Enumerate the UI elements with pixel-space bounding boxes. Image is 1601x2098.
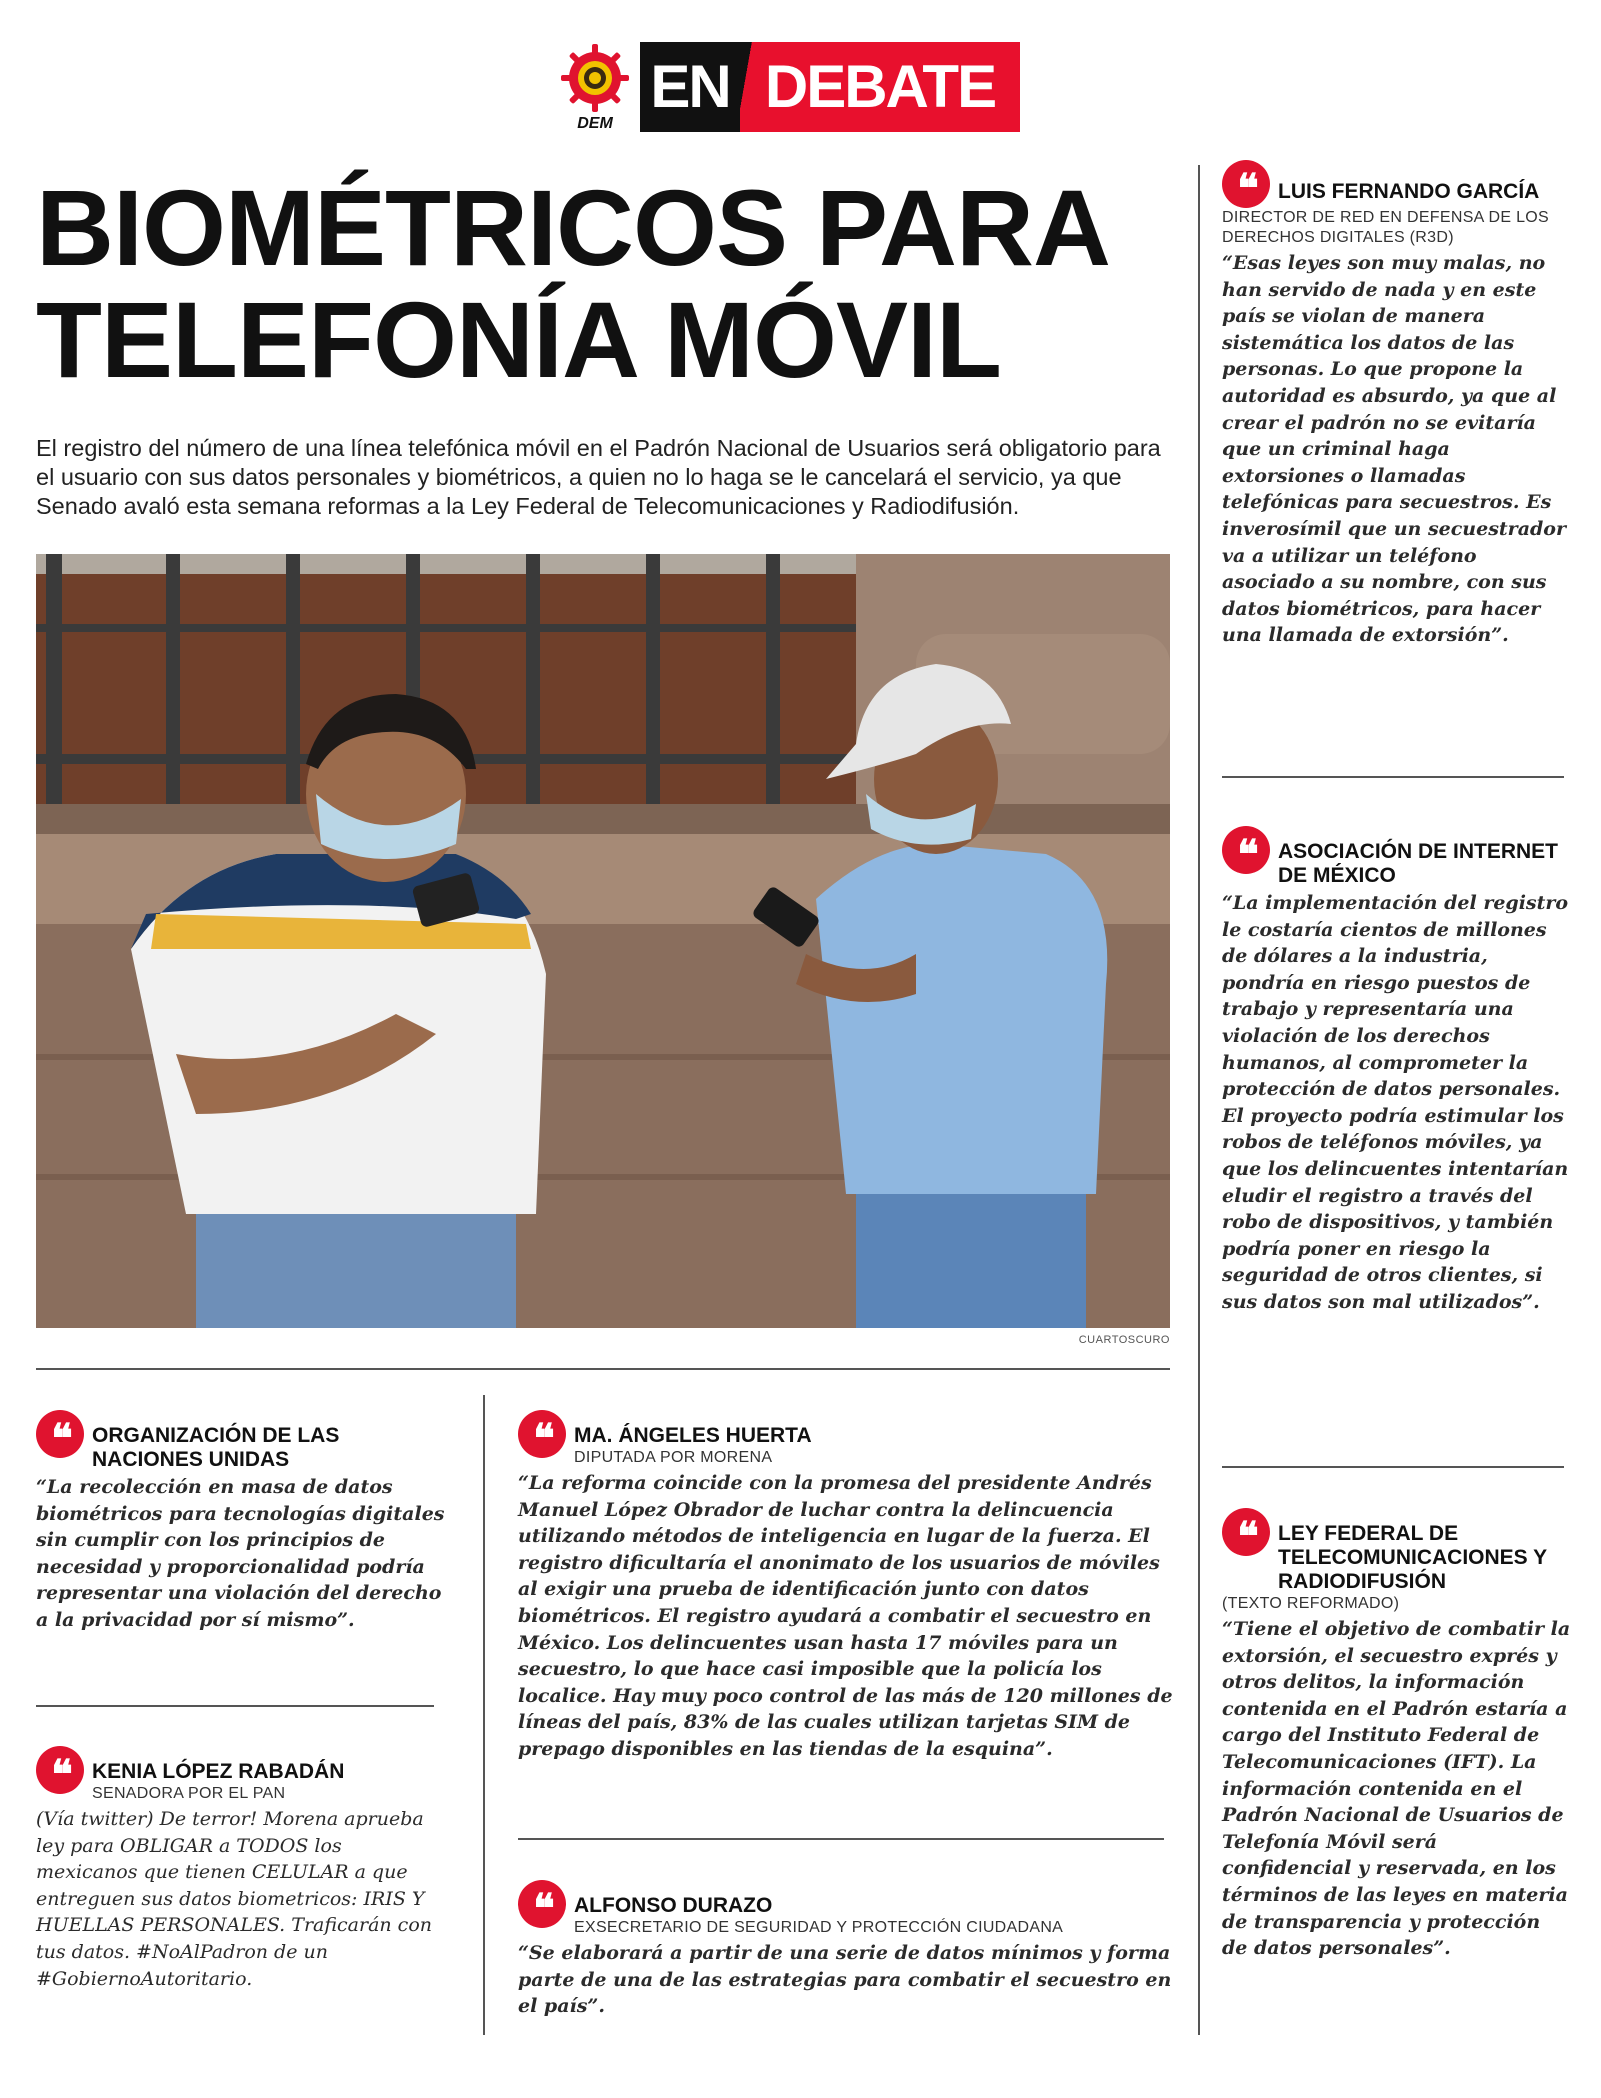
headline-line-1: BIOMÉTRICOS PARA bbox=[36, 167, 1111, 288]
quote-text: “Tiene el objetivo de combatir la extorsión, el secuestro exprés y otros delitos, la información contenida en el Padrón estaría a cargo del Instituto Federal de Telecomunicaciones (IFT). La información contenida en el Padrón Nacional de Usuarios de Telefonía Móvil será confidencial y reservada, en los términos de las leyes en materia de transparencia y protección de datos personales”. bbox=[1222, 1618, 1571, 1960]
quote-durazo bbox=[518, 1880, 1178, 2020]
banner-debate: DEBATE bbox=[740, 42, 1020, 132]
quote-author-role: (TEXTO REFORMADO) bbox=[1222, 1595, 1400, 1612]
quote-icon: ❝ bbox=[518, 1880, 566, 1928]
quote-icon: ❝ bbox=[36, 1746, 84, 1794]
quote-onu bbox=[36, 1410, 446, 1634]
photo-credit: CUARTOSCURO bbox=[1078, 1334, 1170, 1346]
quote-author-name: LUIS FERNANDO GARCÍA bbox=[1278, 180, 1540, 203]
quote-icon: ❝ bbox=[518, 1410, 566, 1458]
article-photo bbox=[36, 554, 1170, 1328]
quote-garcia bbox=[1222, 160, 1572, 649]
quote-author-name: MA. ÁNGELES HUERTA bbox=[574, 1424, 812, 1447]
quote-text: “La recolección en masa de datos biométricos para tecnologías digitales sin cumplir con los principios de necesidad y proporcionalidad podría representar una violación del derecho a la privacidad por sí mismo”. bbox=[36, 1476, 445, 1631]
section-banner bbox=[640, 42, 1020, 132]
quote-author-role: DIPUTADA POR MORENA bbox=[574, 1449, 773, 1466]
divider-middle-quotes bbox=[518, 1838, 1164, 1840]
divider-below-photo bbox=[36, 1368, 1170, 1370]
quote-author-name: ORGANIZACIÓN DE LAS NACIONES UNIDAS bbox=[92, 1424, 340, 1471]
divider-bottom-middle bbox=[483, 1395, 485, 2035]
quote-ley-federal bbox=[1222, 1508, 1572, 1962]
quote-kenia bbox=[36, 1746, 446, 1992]
headline bbox=[36, 167, 1186, 400]
quote-author-name: ASOCIACIÓN DE INTERNET DE MÉXICO bbox=[1278, 840, 1559, 887]
quote-icon: ❝ bbox=[1222, 1508, 1270, 1556]
quote-author-role: SENADORA POR EL PAN bbox=[92, 1785, 286, 1802]
quote-icon: ❝ bbox=[1222, 160, 1270, 208]
quote-text: “Esas leyes son muy malas, no han servido de nada y en este país se violan de manera sistemática los datos de las personas. Lo que propone la autoridad es absurdo, ya que al crear el padrón no se evitaría que un criminal haga extorsiones o llamadas telefónicas para secuestros. Es inverosímil que un secuestrador va a utilizar un teléfono asociado a su nombre, con sus datos biométricos, para hacer una llamada de extorsión”. bbox=[1222, 252, 1566, 647]
dem-logo bbox=[558, 42, 632, 132]
headline-line-2: TELEFONÍA MÓVIL bbox=[36, 279, 1001, 400]
lead-paragraph: El registro del número de una línea telefónica móvil en el Padrón Nacional de Usuarios será obligatorio para el usuario con sus datos personales y biométricos, a quien no lo haga se le cancelará el servicio, ya que Senado avaló esta semana reformas a la Ley Federal de Telecomunicaciones y Radiodifusión. bbox=[36, 435, 1161, 519]
quote-author-role: DIRECTOR DE RED EN DEFENSA DE LOS DERECHOS DIGITALES (R3D) bbox=[1222, 209, 1550, 246]
quote-angeles bbox=[518, 1410, 1178, 1763]
divider-right-quotes-1 bbox=[1222, 776, 1564, 778]
logo-text: DEM bbox=[577, 115, 613, 132]
divider-left-quotes bbox=[36, 1705, 434, 1707]
quote-author-name: KENIA LÓPEZ RABADÁN bbox=[92, 1760, 345, 1783]
quote-text: (Vía twitter) De terror! Morena aprueba ley para OBLIGAR a TODOS los mexicanos que tienen CELULAR a que entreguen sus datos biometricos: IRIS Y HUELLAS PERSONALES. Traficarán con tus datos. #NoAlPadron de un #GobiernoAutoritario. bbox=[36, 1808, 432, 1990]
quote-text: “La implementación del registro le costaría cientos de millones de dólares a la industria, pondría en riesgo puestos de trabajo y representaría una violación de los derechos humanos, al comprometer la protección de datos personales. El proyecto podría estimular los robos de teléfonos móviles, ya que los delincuentes intentarían eludir el registro a través del robo de dispositivos, y también podría poner en riesgo la seguridad de otros clientes, si sus datos son mal utilizados”. bbox=[1222, 892, 1569, 1313]
quote-icon: ❝ bbox=[1222, 826, 1270, 874]
divider-right-column bbox=[1198, 165, 1200, 2035]
quote-text: “Se elaborará a partir de una serie de datos mínimos y forma parte de una de las estrategias para combatir el secuestro en el país”. bbox=[518, 1942, 1172, 2018]
quote-author-name: LEY FEDERAL DE TELECOMUNICACIONES Y RADIODIFUSIÓN bbox=[1278, 1522, 1547, 1593]
divider-right-quotes-2 bbox=[1222, 1466, 1564, 1468]
quote-author-name: ALFONSO DURAZO bbox=[574, 1894, 773, 1917]
banner-en: EN bbox=[640, 42, 740, 132]
quote-text: “La reforma coincide con la promesa del presidente Andrés Manuel López Obrador de luchar contra la delincuencia utilizando métodos de inteligencia en lugar de la fuerza. El registro dificultaría el anonimato de los usuarios de móviles al exigir una prueba de identificación junto con datos biométricos. El registro ayudará a combatir el secuestro en México. Los delincuentes usan hasta 17 móviles para un secuestro, lo que hace casi imposible que la policía los localice. Hay muy poco control de las más de 120 millones de líneas del país, 83% de las cuales utilizan tarjetas SIM de prepago disponibles en las tiendas de la esquina”. bbox=[518, 1472, 1173, 1760]
quote-icon: ❝ bbox=[36, 1410, 84, 1458]
quote-aimx bbox=[1222, 826, 1572, 1316]
quote-author-role: EXSECRETARIO DE SEGURIDAD Y PROTECCIÓN CIUDADANA bbox=[574, 1919, 1064, 1936]
